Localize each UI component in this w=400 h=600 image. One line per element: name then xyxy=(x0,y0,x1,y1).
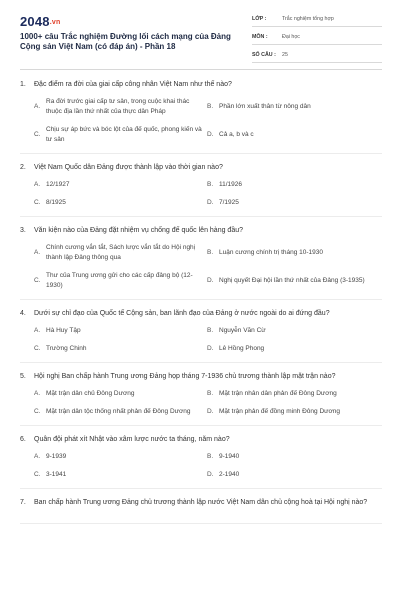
option-text: Chịu sự áp bức và bóc lột của đế quốc, phong kiến và tư sản xyxy=(46,126,202,143)
answer-option[interactable] xyxy=(207,243,382,263)
header-divider xyxy=(20,69,382,70)
question-prompt: Việt Nam Quốc dân Đảng được thành lập vào thời gian nào? xyxy=(34,164,223,171)
meta-key: SỐ CÂU : xyxy=(252,52,276,58)
answer-options xyxy=(34,180,382,208)
option-text: 2-1940 xyxy=(219,471,240,478)
option-letter: B. xyxy=(207,103,214,110)
option-letter: A. xyxy=(34,390,41,397)
answer-option[interactable] xyxy=(34,389,207,399)
answer-options xyxy=(34,243,382,291)
answer-option[interactable] xyxy=(207,271,382,291)
question-text xyxy=(20,163,382,173)
question-text xyxy=(20,226,382,236)
option-letter: D. xyxy=(207,408,214,415)
option-text: Ra đời trước giai cấp tư sản, trong cuộc khai thác thuộc địa lần thứ nhất của thực dân Pháp xyxy=(46,98,190,115)
question-text xyxy=(20,435,382,445)
answer-options xyxy=(34,326,382,354)
question-item xyxy=(20,498,382,524)
option-letter: C. xyxy=(34,131,41,138)
document-meta xyxy=(252,12,382,63)
option-letter: D. xyxy=(207,471,214,478)
meta-value: 25 xyxy=(282,52,288,58)
option-letter: C. xyxy=(34,345,41,352)
option-text: Nguyễn Văn Cừ xyxy=(219,327,266,334)
option-text: 12/1927 xyxy=(46,181,70,188)
option-text: 7/1925 xyxy=(219,199,239,206)
option-letter: A. xyxy=(34,327,41,334)
option-text: 9-1939 xyxy=(46,453,67,460)
page-title: 1000+ câu Trắc nghiệm Đường lối cách mạng của Đảng Cộng sản Việt Nam (có đáp án) - Phần 18 xyxy=(20,32,231,51)
option-text: Mặt trận dân chủ Đông Dương xyxy=(46,390,135,397)
answer-option[interactable] xyxy=(207,470,382,480)
meta-key: MÔN : xyxy=(252,34,268,40)
meta-value: Trắc nghiệm tổng hợp xyxy=(282,16,334,22)
answer-option[interactable] xyxy=(34,125,207,145)
option-letter: B. xyxy=(207,453,214,460)
option-letter: B. xyxy=(207,327,214,334)
answer-option[interactable] xyxy=(34,243,207,263)
answer-option[interactable] xyxy=(34,97,207,117)
option-letter: C. xyxy=(34,471,41,478)
option-text: 8/1925 xyxy=(46,199,66,206)
document-header xyxy=(0,0,400,66)
option-text: Phần lớn xuất thân từ nông dân xyxy=(219,103,311,110)
question-number: 3. xyxy=(20,227,26,234)
option-text: Mặt trận dân tộc thống nhất phản đế Đông Dương xyxy=(46,408,191,415)
question-number: 5. xyxy=(20,373,26,380)
question-prompt: Ban chấp hành Trung ương Đảng chủ trương thành lập nước Việt Nam dân chủ cộng hoà tại Hội nghị nào? xyxy=(34,499,368,506)
question-item xyxy=(20,435,382,489)
question-prompt: Văn kiện nào của Đảng đặt nhiệm vụ chống đế quốc lên hàng đầu? xyxy=(34,227,243,234)
answer-options xyxy=(34,97,382,145)
option-text: 3-1941 xyxy=(46,471,67,478)
meta-key: LỚP : xyxy=(252,16,267,22)
option-letter: A. xyxy=(34,453,41,460)
question-text xyxy=(20,309,382,319)
option-letter: D. xyxy=(207,277,214,284)
option-letter: C. xyxy=(34,408,41,415)
answer-option[interactable] xyxy=(207,407,382,417)
option-letter: A. xyxy=(34,103,41,110)
question-list xyxy=(20,80,382,533)
option-text: Thư của Trung ương gửi cho các cấp đảng bộ (12-1930) xyxy=(46,272,193,289)
question-item xyxy=(20,309,382,363)
question-number: 2. xyxy=(20,164,26,171)
question-prompt: Hội nghị Ban chấp hành Trung ương Đảng họp tháng 7-1936 chủ trương thành lập mặt trận nào? xyxy=(34,373,336,380)
logo-number: 2048 xyxy=(20,14,50,29)
question-number: 7. xyxy=(20,499,26,506)
option-text: Hà Huy Tập xyxy=(46,327,81,334)
option-letter: B. xyxy=(207,390,214,397)
answer-option[interactable] xyxy=(207,125,382,145)
meta-row-subject xyxy=(252,30,382,45)
question-prompt: Quân đội phát xít Nhật vào xâm lược nước ta tháng, năm nào? xyxy=(34,436,230,443)
question-prompt: Dưới sự chỉ đạo của Quốc tế Cộng sản, ban lãnh đạo của Đảng ở nước ngoài do ai đứng đầu? xyxy=(34,310,330,317)
answer-option[interactable] xyxy=(207,344,382,354)
answer-option[interactable] xyxy=(207,97,382,117)
option-text: 11/1926 xyxy=(219,181,243,188)
option-letter: D. xyxy=(207,199,214,206)
answer-option[interactable] xyxy=(34,180,207,190)
option-letter: C. xyxy=(34,199,41,206)
answer-option[interactable] xyxy=(207,326,382,336)
question-text xyxy=(20,498,382,508)
question-item xyxy=(20,372,382,426)
answer-option[interactable] xyxy=(34,407,207,417)
option-text: Lê Hồng Phong xyxy=(219,345,265,352)
option-letter: D. xyxy=(207,131,214,138)
meta-row-class xyxy=(252,12,382,27)
option-letter: B. xyxy=(207,249,214,256)
option-text: Trường Chinh xyxy=(46,345,87,352)
question-number: 4. xyxy=(20,310,26,317)
question-text xyxy=(20,80,382,90)
option-letter: A. xyxy=(34,249,41,256)
option-text: Luận cương chính trị tháng 10-1930 xyxy=(219,249,324,256)
logo-suffix: .vn xyxy=(49,19,61,27)
meta-row-count xyxy=(252,48,382,63)
option-letter: D. xyxy=(207,345,214,352)
meta-value: Đại học xyxy=(282,34,300,40)
answer-options xyxy=(34,389,382,417)
option-letter: B. xyxy=(207,181,214,188)
option-text: Mặt trận phản đế đồng minh Đông Dương xyxy=(219,408,340,415)
answer-option[interactable] xyxy=(207,198,382,208)
answer-option[interactable] xyxy=(207,180,382,190)
site-logo[interactable] xyxy=(20,14,60,29)
answer-option[interactable] xyxy=(34,344,207,354)
option-text: Mặt trận nhân dân phản đế Đông Dương xyxy=(219,390,337,397)
question-text xyxy=(20,372,382,382)
question-item xyxy=(20,80,382,154)
option-text: Cả a, b và c xyxy=(219,131,254,138)
answer-option[interactable] xyxy=(34,271,207,291)
answer-option[interactable] xyxy=(207,389,382,399)
question-number: 1. xyxy=(20,81,26,88)
answer-option[interactable] xyxy=(207,452,382,462)
option-text: 9-1940 xyxy=(219,453,240,460)
answer-options xyxy=(34,452,382,480)
answer-option[interactable] xyxy=(34,326,207,336)
option-letter: A. xyxy=(34,181,41,188)
question-item xyxy=(20,163,382,217)
question-number: 6. xyxy=(20,436,26,443)
answer-option[interactable] xyxy=(34,470,207,480)
question-prompt: Đặc điểm ra đời của giai cấp công nhân Việt Nam như thế nào? xyxy=(34,81,232,88)
option-text: Chính cương vắn tắt, Sách lược vắn tắt do Hội nghị thành lập Đảng thông qua xyxy=(46,244,196,261)
answer-option[interactable] xyxy=(34,198,207,208)
question-item xyxy=(20,226,382,300)
answer-option[interactable] xyxy=(34,452,207,462)
option-text: Nghị quyết Đại hội lần thứ nhất của Đảng (3-1935) xyxy=(219,277,365,284)
option-letter: C. xyxy=(34,277,41,284)
